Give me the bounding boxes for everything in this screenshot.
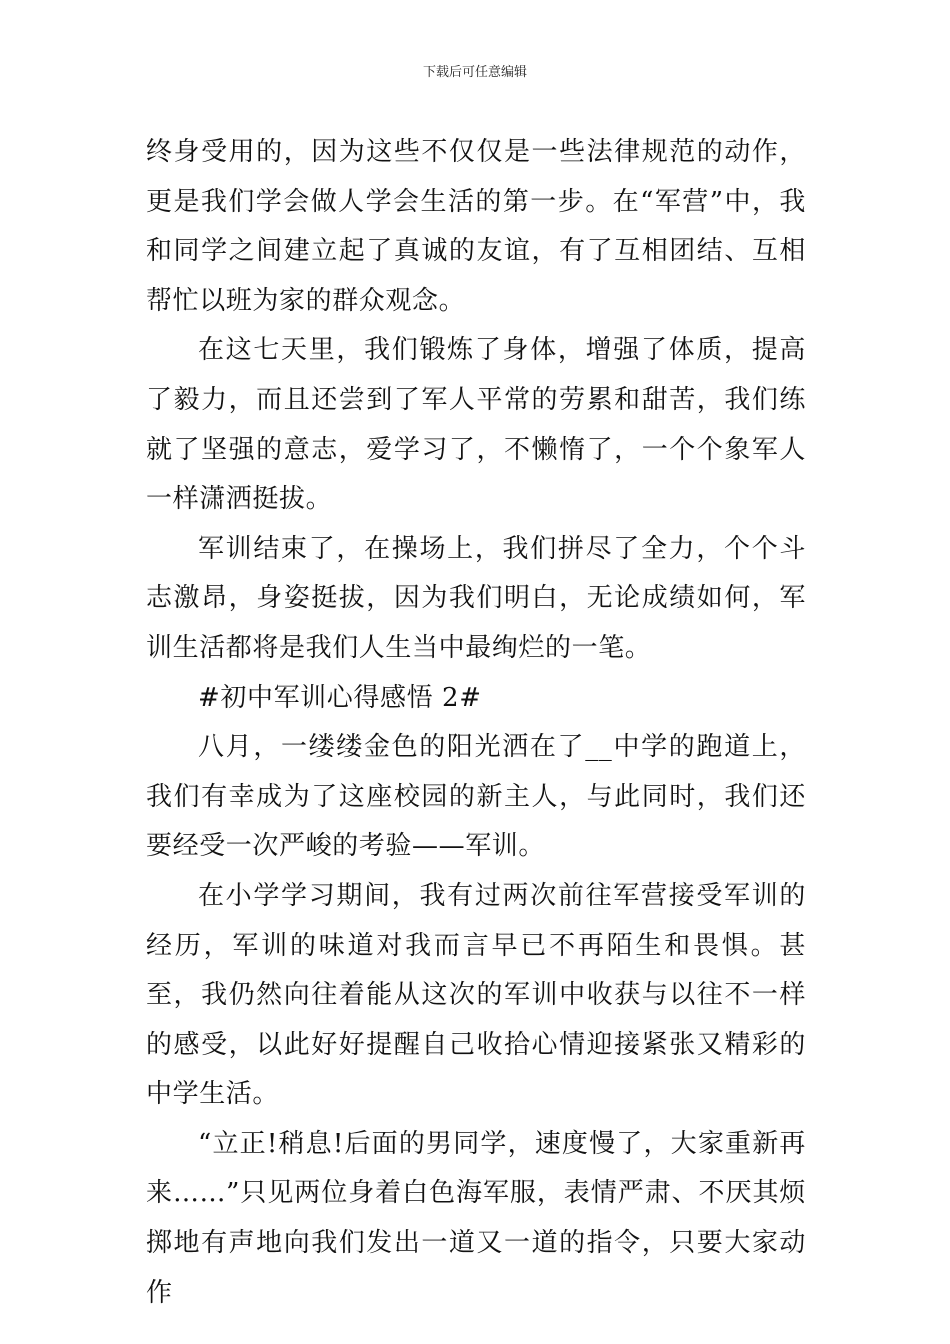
section-heading: #初中军训心得感悟 2#	[198, 682, 482, 713]
page-header-note: 下载后可任意编辑	[422, 65, 527, 80]
paragraph: “立正!稍息!后面的男同学，速度慢了，大家重新再来……”只见两位身着白色海军服，表情严肃、不厌其烦掷地有声地向我们发出一道又一道的指令，只要大家动作	[146, 1128, 806, 1308]
document-body	[146, 128, 806, 1318]
paragraph-continuation: 终身受用的，因为这些不仅仅是一些法律规范的动作，更是我们学会做人学会生活的第一步。在“军营”中，我和同学之间建立起了真诚的友谊，有了互相团结、互相帮忙以班为家的群众观念。	[146, 137, 806, 316]
paragraph: 在小学学习期间，我有过两次前往军营接受军训的经历，军训的味道对我而言早已不再陌生和畏惧。甚至，我仍然向往着能从这次的军训中收获与以往不一样的感受，以此好好提醒自己收拾心情迎接紧张又精彩的中学生活。	[146, 880, 806, 1110]
paragraph: 在这七天里，我们锻炼了身体，增强了体质，提高了毅力，而且还尝到了军人平常的劳累和甜苦，我们练就了坚强的意志，爱学习了，不懒惰了，一个个象军人一样潇洒挺拔。	[146, 335, 806, 515]
paragraph: 军训结束了，在操场上，我们拼尽了全力，个个斗志激昂，身姿挺拔，因为我们明白，无论成绩如何，军训生活都将是我们人生当中最绚烂的一笔。	[146, 533, 806, 663]
paragraph: 八月，一缕缕金色的阳光洒在了__中学的跑道上，我们有幸成为了这座校园的新主人，与此同时，我们还要经受一次严峻的考验——军训。	[146, 732, 806, 862]
